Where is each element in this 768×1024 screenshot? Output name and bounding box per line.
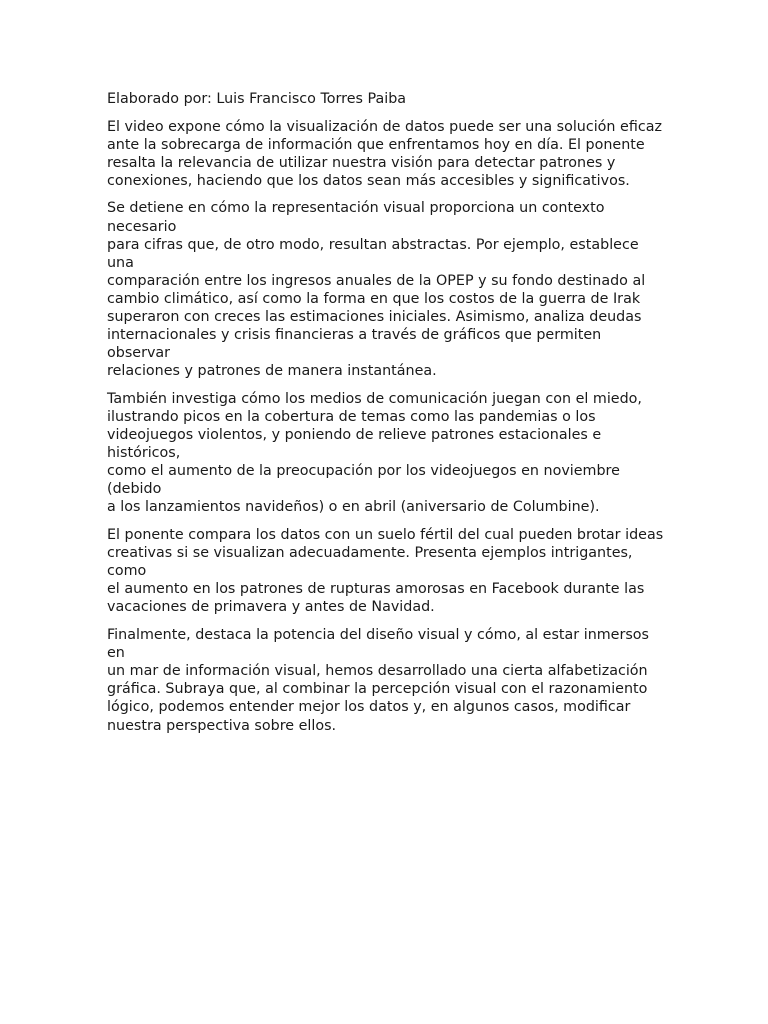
document-page [107,90,667,744]
author-line: Elaborado por: Luis Francisco Torres Paiba [107,91,407,107]
paragraph-2: Se detiene en cómo la representación visual proporciona un contexto necesario para cifras que, de otro modo, resultan abstractas. Por ejemplo, establece una comparación entre los ingresos anuales de la OPEP y su fondo destinado al cambio climático, así como la forma en que los costos de la guerra de Irak superaron con creces las estimaciones iniciales. Asimismo, analiza deudas internacionales y crisis financieras a través de gráficos que permiten observar relaciones y patrones de manera instantánea. [107,200,646,380]
paragraph-3: También investiga cómo los medios de comunicación juegan con el miedo, ilustrando picos en la cobertura de temas como las pandemias o los videojuegos violentos, y poniendo de relieve patrones estacionales e históricos, como el aumento de la preocupación por los videojuegos en noviembre (debido a los lanzamientos navideños) o en abril (aniversario de Columbine). [107,390,642,516]
paragraph-5: Finalmente, destaca la potencia del diseño visual y cómo, al estar inmersos en un mar de información visual, hemos desarrollado una cierta alfabetización gráfica. Subraya que, al combinar la percepción visual con el razonamiento lógico, podemos entender mejor los datos y, en algunos casos, modificar nuestra perspectiva sobre ellos. [107,627,649,734]
paragraph-1: El video expone cómo la visualización de datos puede ser una solución eficaz ante la sobrecarga de información que enfrentamos hoy en día. El ponente resalta la relevancia de utilizar nuestra visión para detectar patrones y conexiones, haciendo que los datos sean más accesibles y significativos. [107,118,662,189]
paragraph-4: El ponente compara los datos con un suelo fértil del cual pueden brotar ideas creativas si se visualizan adecuadamente. Presenta ejemplos intrigantes, como el aumento en los patrones de rupturas amorosas en Facebook durante las vacaciones de primavera y antes de Navidad. [107,527,664,616]
